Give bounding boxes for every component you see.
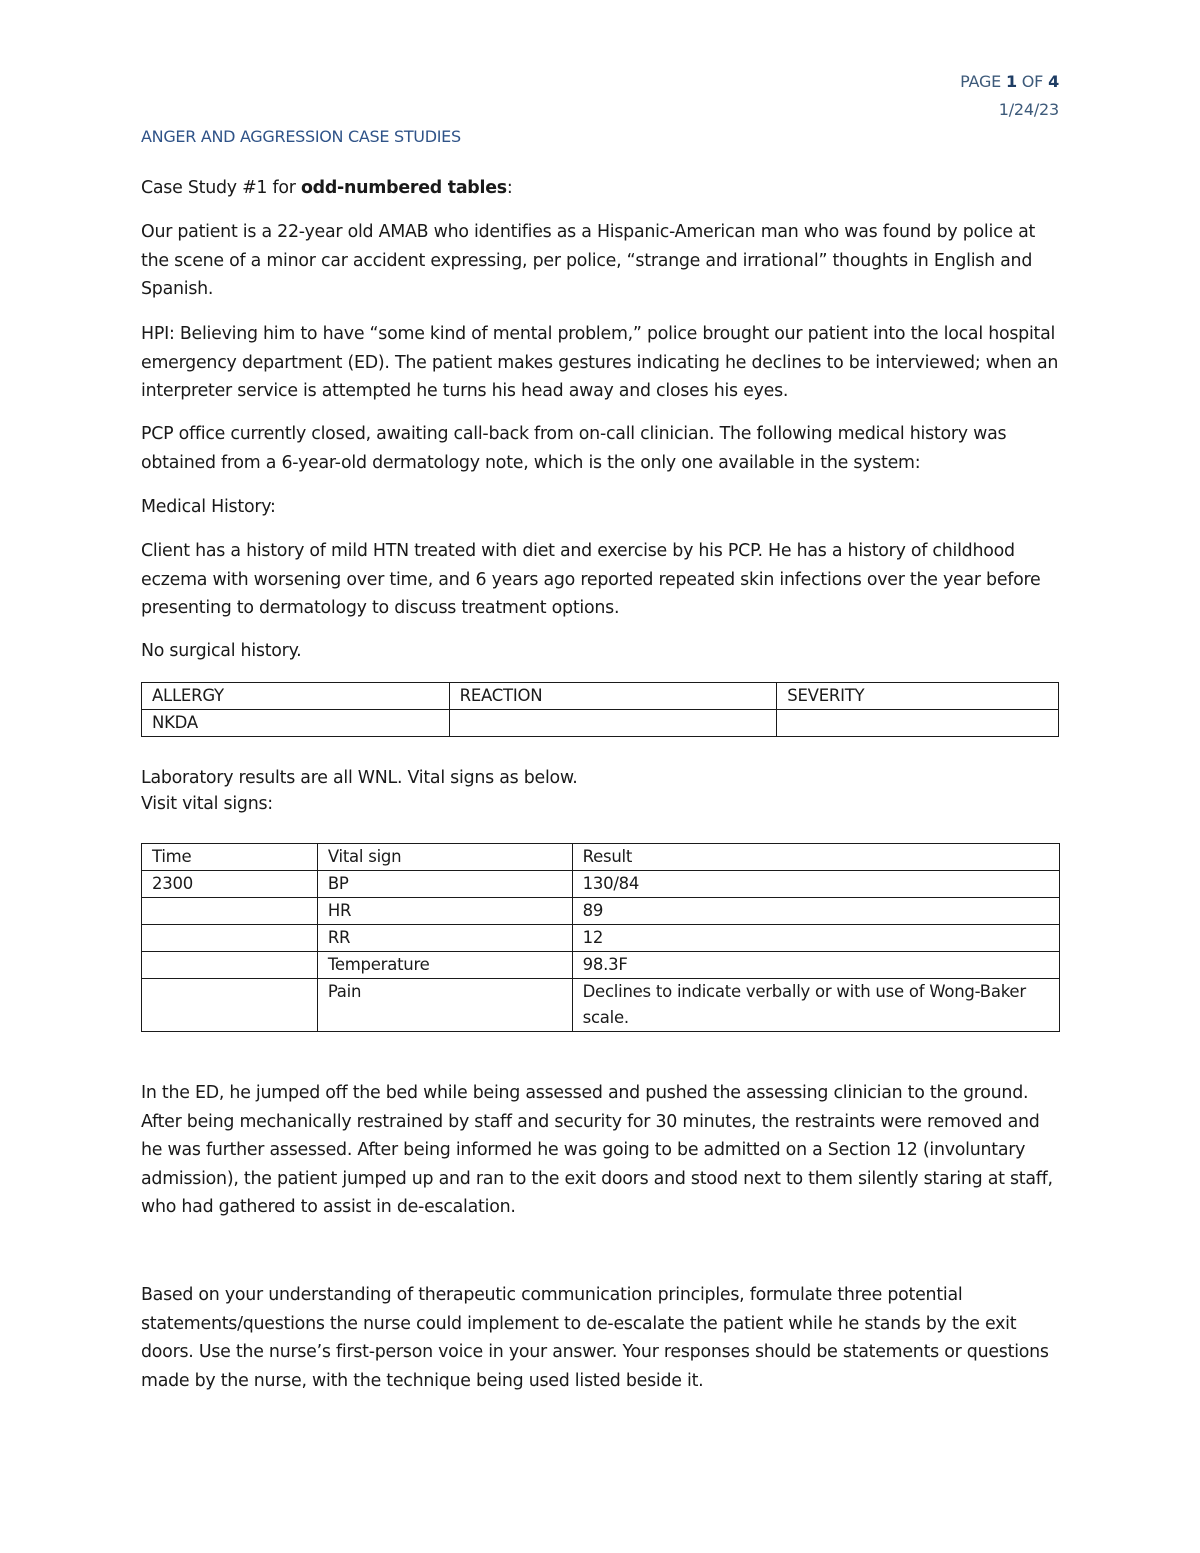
- medical-history-paragraph: Client has a history of mild HTN treated with diet and exercise by his PCP. He has a history of childhood eczema with worsening over time, and 6 years ago reported repeated skin infections over the year before presenting to dermatology to discuss treatment options.: [141, 541, 1041, 618]
- table-cell: BP: [317, 871, 572, 898]
- table-cell: 2300: [142, 871, 318, 898]
- table-header-cell: Vital sign: [317, 844, 572, 871]
- table-header-row: [142, 844, 1060, 871]
- page-number: 1: [1005, 72, 1017, 91]
- table-header-cell: ALLERGY: [142, 683, 450, 710]
- table-header-cell: SEVERITY: [777, 683, 1059, 710]
- case-study-suffix: :: [506, 178, 513, 198]
- hpi-paragraph: HPI: Believing him to have “some kind of mental problem,” police brought our patient into the local hospital emergency department (ED). The patient makes gestures indicating he declines to be interviewed; when an interpreter service is attempted he turns his head away and closes his eyes.: [141, 324, 1059, 401]
- table-cell: HR: [317, 898, 572, 925]
- case-study-heading: [141, 174, 1066, 203]
- intro-paragraph: Our patient is a 22-year old AMAB who identifies as a Hispanic-American man who was found by police at the scene of a minor car accident expressing, per police, “strange and irrational” thoughts in English and Spanish.: [141, 222, 1036, 299]
- table-header-cell: Result: [572, 844, 1059, 871]
- pcp-paragraph: PCP office currently closed, awaiting call-back from on-call clinician. The following medical history was obtained from a 6-year-old dermatology note, which is the only one available in the system:: [141, 424, 1007, 473]
- table-cell: 89: [572, 898, 1059, 925]
- table-row: [142, 898, 1060, 925]
- table-cell: 130/84: [572, 871, 1059, 898]
- table-row: [142, 710, 1059, 737]
- ed-event-paragraph: In the ED, he jumped off the bed while being assessed and pushed the assessing clinician to the ground. After being mechanically restrained by staff and security for 30 minutes, the restraints were removed and he was further assessed. After being informed he was going to be admitted on a Section 12 (involuntary admission), the patient jumped up and ran to the exit doors and stood next to them silently staring at staff, who had gathered to assist in de-escalation.: [141, 1083, 1053, 1217]
- table-cell: 98.3F: [572, 952, 1059, 979]
- table-cell: NKDA: [142, 710, 450, 737]
- page-number-header: [960, 72, 1059, 91]
- table-cell: [449, 710, 777, 737]
- vitals-label: Visit vital signs:: [141, 794, 273, 814]
- table-row: [142, 871, 1060, 898]
- page-total: 4: [1048, 72, 1059, 91]
- table-header-cell: REACTION: [449, 683, 777, 710]
- table-row: [142, 979, 1060, 1032]
- lab-results-line: Laboratory results are all WNL. Vital signs as below.: [141, 768, 578, 788]
- page-prefix: PAGE: [960, 72, 1006, 91]
- table-cell: Declines to indicate verbally or with use of Wong-Baker scale.: [572, 979, 1059, 1032]
- table-row: [142, 952, 1060, 979]
- page-of: OF: [1016, 72, 1049, 91]
- table-header-row: [142, 683, 1059, 710]
- table-cell: Pain: [317, 979, 572, 1032]
- header-date: 1/24/23: [998, 100, 1059, 119]
- table-cell: [142, 952, 318, 979]
- table-cell: [142, 979, 318, 1032]
- table-cell: 12: [572, 925, 1059, 952]
- case-study-bold: odd-numbered tables: [300, 178, 507, 198]
- surgical-history: No surgical history.: [141, 641, 302, 661]
- table-cell: [777, 710, 1059, 737]
- table-cell: [142, 925, 318, 952]
- table-header-cell: Time: [142, 844, 318, 871]
- allergy-table: [141, 682, 1059, 737]
- case-study-prefix: Case Study #1 for: [141, 178, 301, 198]
- question-paragraph: Based on your understanding of therapeutic communication principles, formulate three potential statements/questions the nurse could implement to de-escalate the patient while he stands by the exit doors. Use the nurse’s first-person voice in your answer. Your responses should be statements or questions made by the nurse, with the technique being used listed beside it.: [141, 1285, 1049, 1391]
- document-title: ANGER AND AGGRESSION CASE STUDIES: [141, 127, 461, 146]
- table-row: [142, 925, 1060, 952]
- medical-history-label: Medical History:: [141, 497, 276, 517]
- table-cell: Temperature: [317, 952, 572, 979]
- table-cell: [142, 898, 318, 925]
- table-cell: RR: [317, 925, 572, 952]
- vitals-table: [141, 843, 1060, 1032]
